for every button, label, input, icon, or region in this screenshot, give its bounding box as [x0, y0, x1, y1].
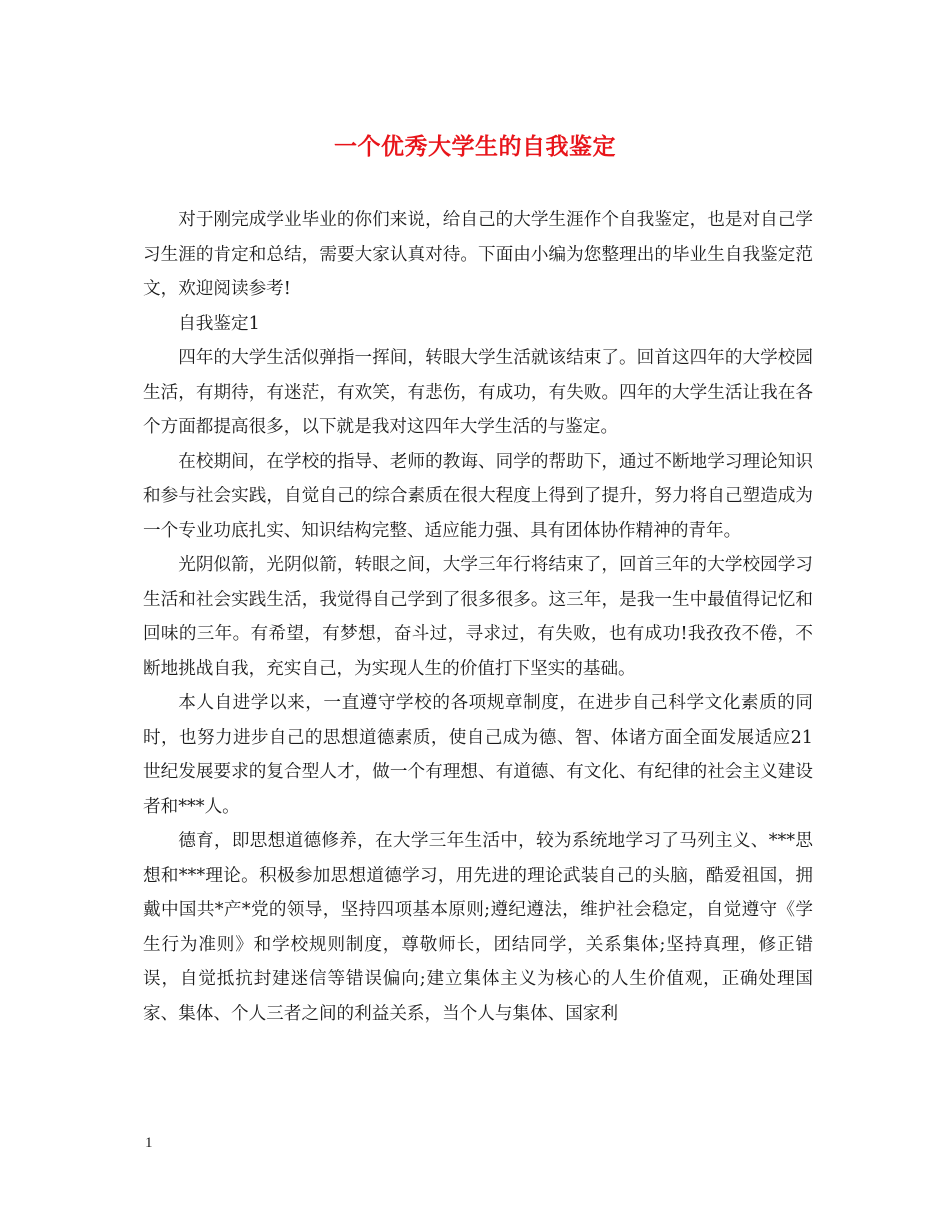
- intro-paragraph: 对于刚完成学业毕业的你们来说，给自己的大学生涯作个自我鉴定，也是对自己学习生涯的肯定和总结，需要大家认真对待。下面由小编为您整理出的毕业生自我鉴定范文，欢迎阅读参考!: [143, 210, 813, 299]
- body-paragraph: 在校期间，在学校的指导、老师的教诲、同学的帮助下，通过不断地学习理论知识和参与社会实践，自觉自己的综合素质在很大程度上得到了提升，努力将自己塑造成为一个专业功底扎实、知识结构完整、适应能力强、具有团体协作精神的青年。: [143, 451, 813, 541]
- page-number: 1: [145, 1135, 153, 1151]
- document-title: 一个优秀大学生的自我鉴定: [334, 133, 616, 160]
- body-paragraph: 光阴似箭，光阴似箭，转眼之间，大学三年行将结束了，回首三年的大学校园学习生活和社会实践生活，我觉得自己学到了很多很多。这三年，是我一生中最值得记忆和回味的三年。有希望，有梦想，奋斗过，寻求过，有失败，也有成功!我孜孜不倦，不断地挑战自我，充实自己，为实现人生的价值打下坚实的基础。: [143, 555, 813, 679]
- body-paragraph: 德育，即思想道德修养，在大学三年生活中，较为系统地学习了马列主义、***思想和***理论。积极参加思想道德学习，用先进的理论武装自己的头脑，酷爱祖国，拥戴中国共*产*党的领导，坚持四项基本原则;遵纪遵法，维护社会稳定，自觉遵守《学生行为准则》和学校规则制度，尊敬师长，团结同学，关系集体;坚持真理，修正错误，自觉抵抗封建迷信等错误偏向;建立集体主义为核心的人生价值观，正确处理国家、集体、个人三者之间的利益关系，当个人与集体、国家利: [143, 831, 813, 1024]
- body-paragraph: 四年的大学生活似弹指一挥间，转眼大学生活就该结束了。回首这四年的大学校园生活，有期待，有迷茫，有欢笑，有悲伤，有成功，有失败。四年的大学生活让我在各个方面都提高很多，以下就是我对这四年大学生活的与鉴定。: [143, 348, 813, 437]
- document-body: [143, 203, 813, 1031]
- body-paragraph: 本人自进学以来，一直遵守学校的各项规章制度，在进步自己科学文化素质的同时，也努力进步自己的思想道德素质，使自己成为德、智、体诸方面全面发展适应21世纪发展要求的复合型人才，做一个有理想、有道德、有文化、有纪律的社会主义建设者和***人。: [143, 693, 813, 817]
- section-heading: 自我鉴定1: [178, 313, 260, 334]
